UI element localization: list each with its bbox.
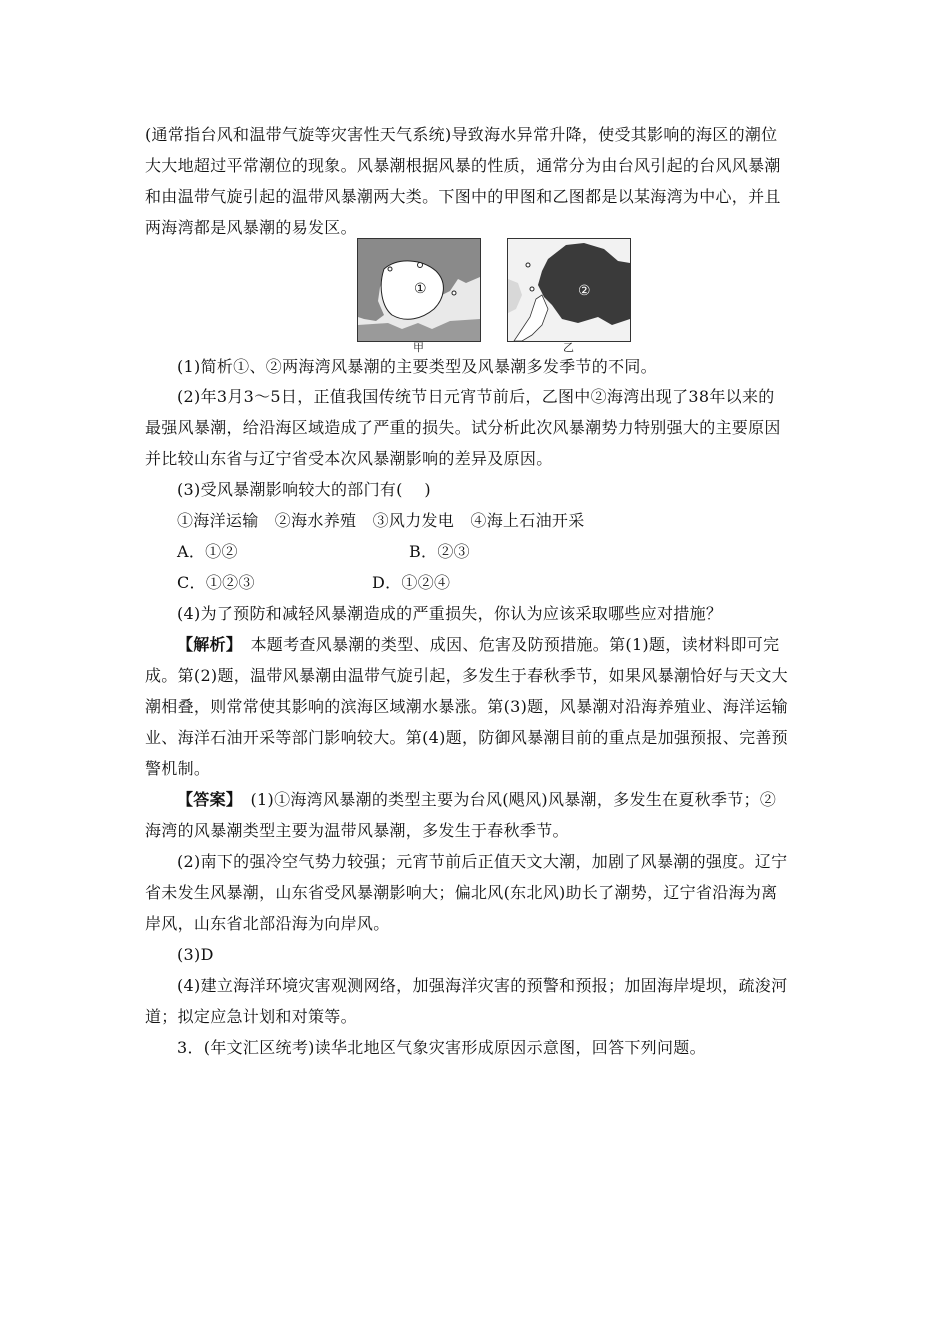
option-d: D．①②④ [372, 573, 451, 592]
question-4: (4)为了预防和减轻风暴潮造成的严重损失，你认为应该采取哪些应对措施？ [177, 604, 723, 623]
question-2-line-2: 最强风暴潮，给沿海区域造成了严重的损失。试分析此次风暴潮势力特别强大的主要原因 [145, 418, 781, 437]
analysis-line-1 [177, 629, 779, 660]
analysis-line-4: 业、海洋石油开采等部门影响较大。第(4)题，防御风暴潮目前的重点是加强预报、完善预 [145, 728, 788, 747]
question-2-line-1: (2)年3月3～5日，正值我国传统节日元宵节前后，乙图中②海湾出现了38年以来的 [177, 387, 775, 406]
answer-label: 【答案】 [177, 790, 235, 809]
map-a-drawing [358, 239, 480, 341]
map-b-drawing [508, 239, 630, 341]
map-a-caption: 甲 [413, 341, 424, 354]
question-3: (3)受风暴潮影响较大的部门有( ) [177, 480, 431, 499]
intro-line-2: 大大地超过平常潮位的现象。风暴潮根据风暴的性质，通常分为由台风引起的台风风暴潮 [145, 156, 781, 175]
intro-line-3: 和由温带气旋引起的温带风暴潮两大类。下图中的甲图和乙图都是以某海湾为中心，并且 [145, 187, 781, 206]
answer-line-1 [177, 784, 776, 815]
analysis-label: 【解析】 [177, 635, 235, 654]
analysis-line-2: 成。第(2)题，温带风暴潮由温带气旋引起，多发生于春秋季节，如果风暴潮恰好与天文大 [145, 666, 788, 685]
question-1: (1)简析①、②两海湾风暴潮的主要类型及风暴潮多发季节的不同。 [177, 357, 657, 376]
map-b-caption: 乙 [563, 341, 574, 354]
bay-maps-figure [357, 238, 630, 358]
map-a-marker: ① [414, 281, 427, 297]
answer-2-line-3: 岸风，山东省北部沿海为向岸风。 [145, 914, 390, 933]
next-question: 3．(年文汇区统考)读华北地区气象灾害形成原因示意图，回答下列问题。 [177, 1038, 706, 1057]
map-b-marker: ② [578, 283, 591, 299]
answer-4-line-1: (4)建立海洋环境灾害观测网络，加强海洋灾害的预警和预报；加固海岸堤坝，疏浚河 [177, 976, 788, 995]
map-b [507, 238, 631, 342]
option-c: C．①②③ [177, 573, 255, 592]
intro-line-1: (通常指台风和温带气旋等灾害性天气系统)导致海水异常升降，使受其影响的海区的潮位 [145, 125, 778, 144]
answer-4-line-2: 道；拟定应急计划和对策等。 [145, 1007, 357, 1026]
answer-text-1: (1)①海湾风暴潮的类型主要为台风(飓风)风暴潮，多发生在夏秋季节；② [234, 790, 777, 809]
intro-line-4: 两海湾都是风暴潮的易发区。 [145, 218, 357, 237]
analysis-line-3: 潮相叠，则常常使其影响的滨海区域潮水暴涨。第(3)题，风暴潮对沿海养殖业、海洋运输 [145, 697, 788, 716]
answer-2-line-2: 省未发生风暴潮，山东省受风暴潮影响大；偏北风(东北风)助长了潮势，辽宁省沿海为离 [145, 883, 778, 902]
question-2-line-3: 并比较山东省与辽宁省受本次风暴潮影响的差异及原因。 [145, 449, 553, 468]
option-b: B．②③ [409, 542, 470, 561]
analysis-line-5: 警机制。 [145, 759, 211, 778]
question-3-items: ①海洋运输 ②海水养殖 ③风力发电 ④海上石油开采 [177, 511, 585, 530]
map-a [357, 238, 481, 342]
answer-3: (3)D [177, 945, 214, 964]
answer-2-line-1: (2)南下的强冷空气势力较强；元宵节前后正值天文大潮，加剧了风暴潮的强度。辽宁 [177, 852, 788, 871]
analysis-text-1: 本题考查风暴潮的类型、成因、危害及防预措施。第(1)题，读材料即可完 [234, 635, 780, 654]
answer-1-line-2: 海湾的风暴潮类型主要为温带风暴潮，多发生于春秋季节。 [145, 821, 569, 840]
option-a: A．①② [177, 542, 238, 561]
